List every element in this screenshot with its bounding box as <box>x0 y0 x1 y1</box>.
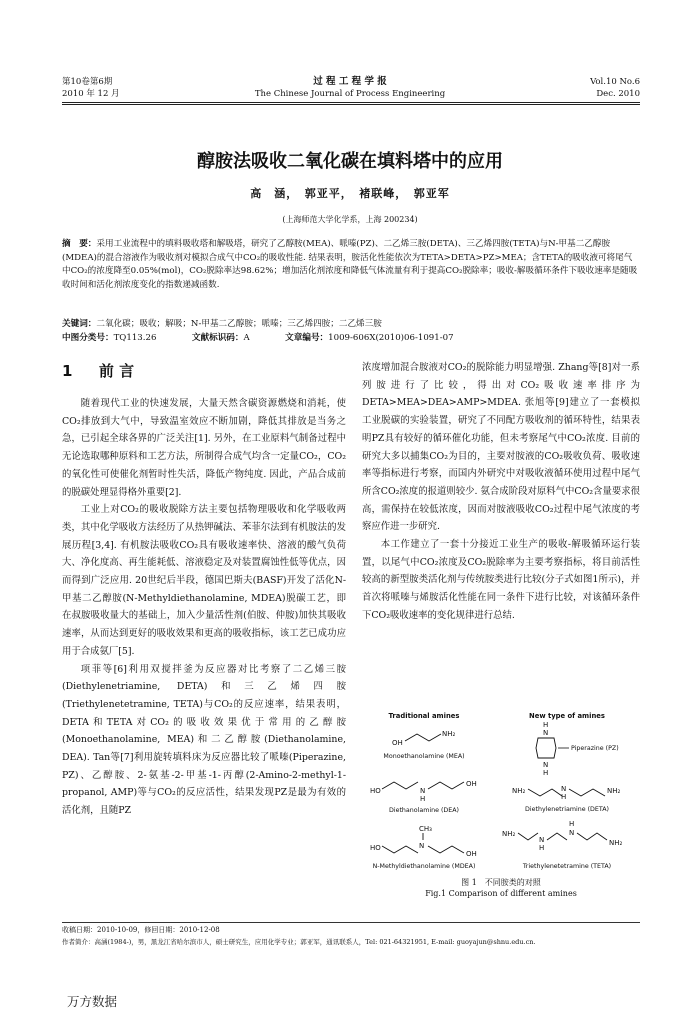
atom-label: N <box>420 787 426 795</box>
keywords-label: 关键词： <box>62 319 97 329</box>
received-date: 收稿日期：2010-10-09，修回日期：2010-12-08 <box>62 926 220 934</box>
volume-issue-cn: 第10卷第6期 <box>62 77 113 87</box>
section-title: 前 言 <box>98 362 135 380</box>
atom-label: N <box>543 729 549 737</box>
atom-label: H <box>561 793 567 801</box>
journal-title-cn: 过 程 工 程 学 报 <box>313 76 387 87</box>
abstract <box>62 238 640 292</box>
paragraph: 工业上对CO₂的吸收脱除方法主要包括物理吸收和化学吸收两类，其中化学吸收方法经历了从热钾碱法、苯菲尔法到有机胺法的发展历程[3,4]. 有机胺法吸收CO₂具有吸收速率快、溶液的酸气负荷大、净化度高、再生能耗低、溶液稳定及对装置腐蚀性低等优点，因而得到广泛应用. 20世纪后半段，德国巴斯夫(BASF)开发了活化N-甲基二乙醇胺(N-Methyldiethanolamine, MDEA)脱碳工艺，即在叔胺吸收量大的基础上，加入少量活性剂(伯胺、仲胺)加快其吸收速率，从而达到更好的吸收效果和更高的吸收指标，该工艺已成功应用于合成氨厂[5]. <box>62 504 346 657</box>
atom-label: OH <box>466 850 477 858</box>
dea-label: Diethanolamine (DEA) <box>388 807 460 814</box>
deta-structure <box>512 785 621 801</box>
classification-line <box>62 332 640 346</box>
atom-label: NH₂ <box>607 787 621 795</box>
atom-label: H <box>569 820 575 828</box>
header-rule <box>62 102 640 103</box>
deta-label: Diethylenetriamine (DETA) <box>525 806 609 813</box>
atom-label: H <box>543 721 549 729</box>
journal-title-en: The Chinese Journal of Process Engineering <box>254 89 446 99</box>
traditional-amines-header: Traditional amines <box>388 712 460 720</box>
doc-code-label: 文献标识码： <box>191 333 244 343</box>
mdea-label: N-Methyldiethanolamine (MDEA) <box>372 863 476 870</box>
paragraph: 浓度增加混合胺液对CO₂的脱除能力明显增强. Zhang等[8]对一系列胺进行了比较，得出对CO₂吸收速率排序为DETA>MEA>DEA>AMP>MDEA. 张旭等[9]建立了一套模拟工业脱碳的实验装置，研究了不同配方吸收剂的循环特性，结果表明PZ具有较好的循环催化功能，但未考察尾气中CO₂浓度. 目前的研究大多以捕集CO₂为目的，主要对胺液的CO₂吸收负荷、吸收速率等指标进行考察，而国内外研究中对吸收液循环使用过程中尾气所含CO₂浓度的报道则较少. 氨合成阶段对原料气中CO₂含量要求很高，需保持在较低浓度，因而对胺液吸收CO₂过程中尾气浓度的考察应作进一步研究. <box>362 362 640 533</box>
right-column <box>362 359 640 704</box>
clc-label: 中图分类号： <box>62 333 114 343</box>
header-rule-thin <box>62 104 640 105</box>
pz-structure <box>536 721 569 777</box>
atom-label: H <box>539 844 545 852</box>
clc-value: TQ113.26 <box>113 333 157 343</box>
teta-structure <box>502 820 623 852</box>
teta-label: Triethylenetetramine (TETA) <box>522 863 612 870</box>
pz-label: Piperazine (PZ) <box>571 745 619 752</box>
atom-label: N <box>543 761 549 769</box>
atom-label: N <box>539 836 545 844</box>
dea-structure <box>370 780 477 803</box>
atom-label: OH <box>466 780 477 788</box>
new-amines-header: New type of amines <box>529 712 605 720</box>
mdea-structure <box>370 825 477 858</box>
author-bio: 作者简介：高涵(1984-)，男，黑龙江省哈尔滨市人，硕士研究生，应用化学专业；郭亚军，通讯联系人，Tel: 021-64321951, E-mail: guoyajun@shnu.edu.cn. <box>62 938 536 946</box>
section-number: 1 <box>62 362 73 380</box>
keywords <box>62 318 640 332</box>
affiliation: (上海师范大学化学系，上海 200234) <box>282 215 418 224</box>
atom-label: N <box>419 842 425 850</box>
atom-label: H <box>420 795 426 803</box>
atom-label: N <box>561 785 567 793</box>
atom-label: HO <box>370 844 381 852</box>
paragraph: 本工作建立了一套十分接近工业生产的吸收-解吸循环运行装置，以尾气中CO₂浓度及CO₂脱除率为主要考察指标，将目前活性较高的新型胺类活化剂与传统胺类进行比较(分子式如图1所示)，并首次将哌嗪与烯胺活化性能在同一条件下进行比较，对该循环条件下CO₂吸收速率的变化规律进行总结. <box>362 539 640 621</box>
mea-label: Monoethanolamine (MEA) <box>383 753 465 760</box>
doc-code-value: A <box>243 333 250 343</box>
article-id-label: 文章编号： <box>285 333 329 343</box>
footnote-rule <box>62 922 640 923</box>
abstract-label: 摘 要： <box>62 239 97 249</box>
article-id-value: 1009-606X(2010)06-1091-07 <box>328 333 454 343</box>
atom-label: OH <box>392 739 403 747</box>
atom-label: CH₃ <box>419 825 432 833</box>
date-cn: 2010 年 12 月 <box>62 89 120 99</box>
date-en: Dec. 2010 <box>596 89 640 99</box>
author-list: 高 涵， 郭亚平， 褚联峰， 郭亚军 <box>250 187 450 200</box>
mea-structure <box>392 730 456 747</box>
figure-amine-structures <box>362 708 642 883</box>
volume-issue-en: Vol.10 No.6 <box>590 77 640 87</box>
source-watermark: 万方数据 <box>67 994 118 1009</box>
figure-caption-cn: 图 1 不同胺类的对照 <box>461 878 541 887</box>
keywords-text: 二氧化碳；吸收；解吸；N-甲基二乙醇胺；哌嗪；三乙烯四胺；二乙烯三胺 <box>96 319 382 329</box>
paper-title: 醇胺法吸收二氧化碳在填料塔中的应用 <box>197 151 503 172</box>
atom-label: H <box>543 769 549 777</box>
figure-caption-en: Fig.1 Comparison of different amines <box>425 889 577 898</box>
atom-label: NH₂ <box>512 787 526 795</box>
left-column <box>62 395 346 915</box>
atom-label: N <box>569 829 575 837</box>
atom-label: NH₂ <box>442 730 456 738</box>
paragraph: 随着现代工业的快速发展，大量天然含碳资源燃烧和消耗，使CO₂排放到大气中，导致温室效应不断加剧，降低其排放是当务之急，已引起全球各界的广泛关注[1]. 另外，在工业原料气制备过程中无论选取哪种原料和工艺方法，所制得合成气均含一定量CO₂，CO₂的氧化性可使催化剂暂时性失活，降低产物纯度. 因此，产品合成前的脱碳处理显得格外重要[2]. <box>62 398 346 498</box>
section-heading <box>62 360 134 381</box>
atom-label: HO <box>370 787 381 795</box>
paragraph: 项菲等[6]利用双搅拌釜为反应器对比考察了二乙烯三胺(Diethylenetriamine, DETA)和三乙烯四胺(Triethylenetetramine, TETA)与CO₂的反应速率，结果表明，DETA和TETA对CO₂的吸收效果优于常用的乙醇胺(Monoethanolamine, MEA)和二乙醇胺(Diethanolamine, DEA). Tan等[7]利用旋转填料床为反应器比较了哌嗪(Piperazine, PZ)、乙醇胺、2-氨基-2-甲基-1-丙醇(2-Amino-2-methyl-1-propanol, AMP)等与CO₂的反应活性，结果发现PZ是最为有效的活化剂，且随PZ <box>62 663 346 817</box>
atom-label: NH₂ <box>502 830 516 838</box>
abstract-text: 采用工业流程中的填料吸收塔和解吸塔，研究了乙醇胺(MEA)、哌嗪(PZ)、二乙烯三胺(DETA)、三乙烯四胺(TETA)与N-甲基二乙醇胺(MDEA)的混合溶液作为吸收剂对模拟合成气中CO₂的吸收性能. 结果表明，胺活化性能依次为TETA>DETA>PZ>MEA；含TETA的吸收液可将尾气中CO₂的浓度降至0.05%(mol)，CO₂脱除率达98.62%；增加活化剂浓度和降低气体流量有利于提高CO₂脱除率；吸收-解吸循环条件下吸收速率是随吸收时间和活化剂浓度变化的指数递减函数. <box>62 239 638 290</box>
atom-label: NH₂ <box>609 839 623 847</box>
